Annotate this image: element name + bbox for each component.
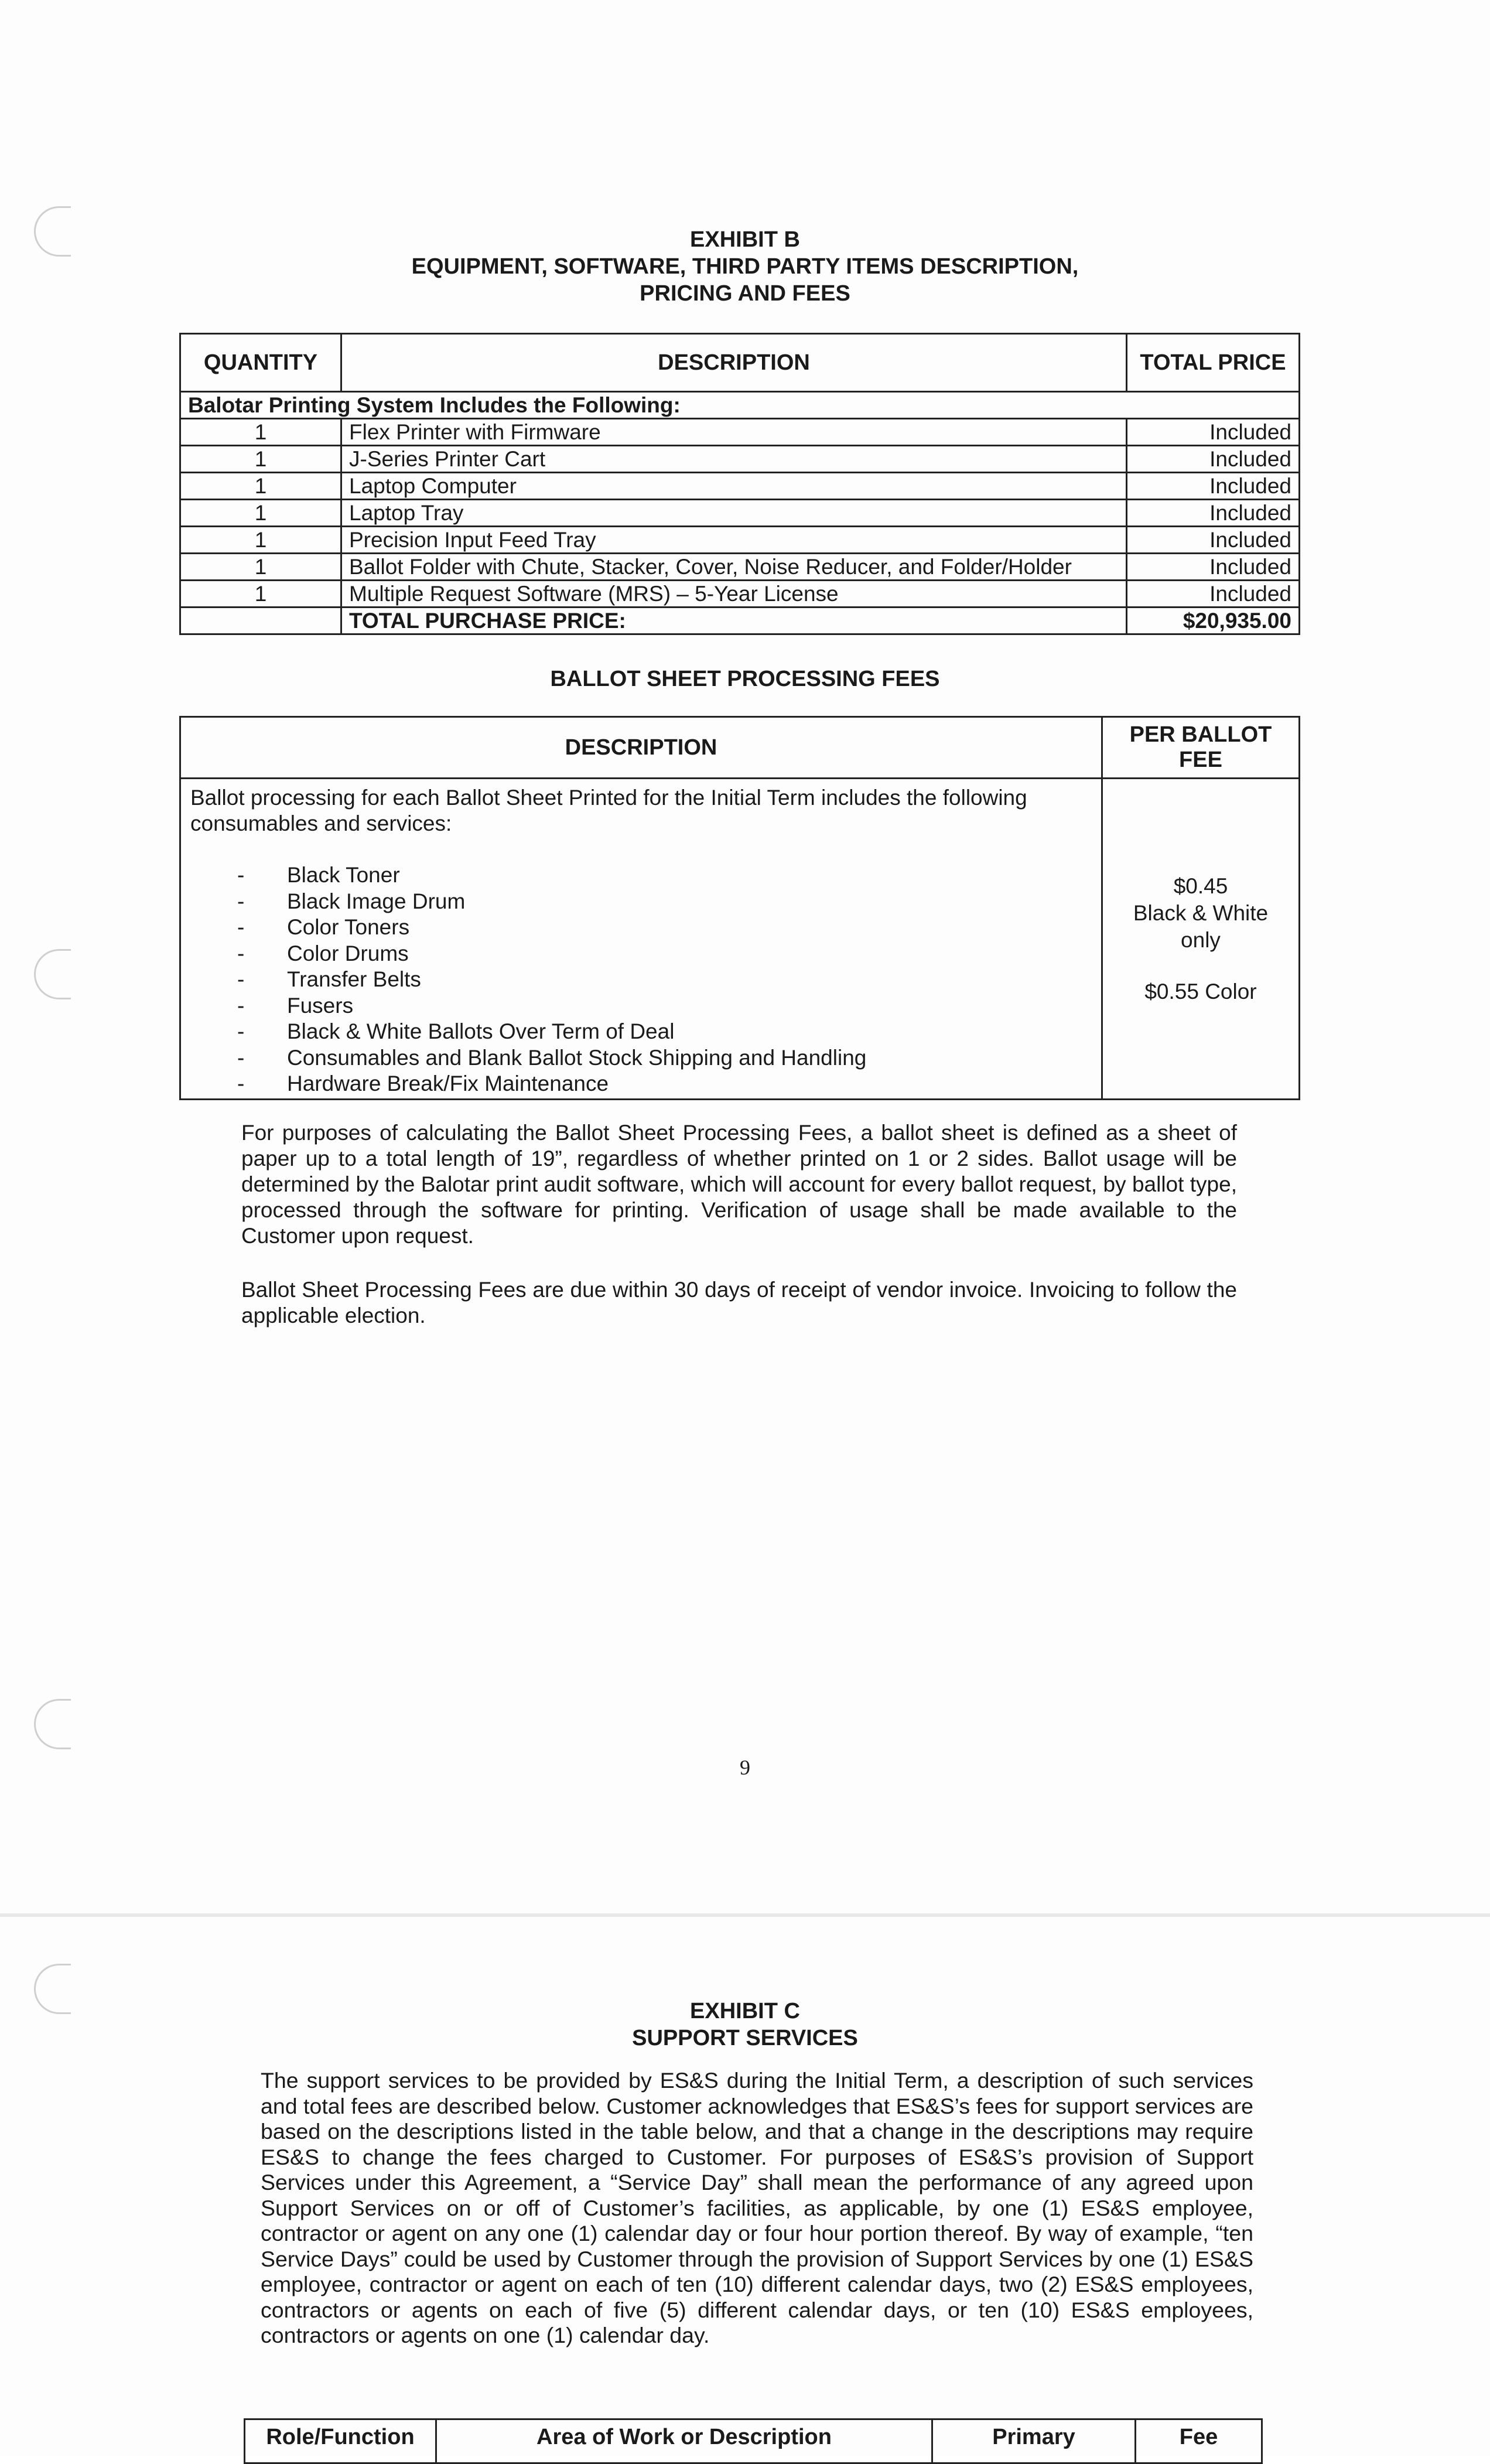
col-role-function-header: Role/Function	[245, 2419, 436, 2463]
col-per-ballot-fee-header: PER BALLOT FEE	[1102, 717, 1300, 779]
binder-hole-mark	[34, 1699, 71, 1749]
page-number: 9	[740, 1756, 750, 1779]
processing-fees-table	[179, 716, 1300, 1100]
group-label: Balotar Printing System Includes the Following:	[180, 392, 1300, 419]
processing-description-cell	[180, 779, 1102, 1100]
processing-fee-cell	[1102, 779, 1300, 1100]
row-price: Included	[1127, 500, 1300, 527]
fees-due-paragraph: Ballot Sheet Processing Fees are due within 30 days of receipt of vendor invoice. Invoicing to follow the applicable election.	[241, 1278, 1237, 1327]
table-row	[180, 554, 1300, 581]
binder-hole-mark	[34, 949, 71, 999]
fee-bw-label: Black & White	[1133, 901, 1269, 925]
row-description: Ballot Folder with Chute, Stacker, Cover, Noise Reducer, and Folder/Holder	[341, 554, 1127, 581]
row-description: J-Series Printer Cart	[341, 446, 1127, 473]
total-value: $20,935.00	[1127, 608, 1300, 634]
row-quantity: 1	[180, 554, 341, 581]
list-item: - Black Image Drum	[190, 889, 1092, 915]
fee-bw-label-only: only	[1181, 928, 1221, 952]
exhibit-b-subtitle-1: EQUIPMENT, SOFTWARE, THIRD PARTY ITEMS DESCRIPTION,	[411, 254, 1079, 279]
exhibit-c-subtitle: SUPPORT SERVICES	[632, 2026, 858, 2050]
list-item: - Black & White Ballots Over Term of Deal	[190, 1019, 1092, 1045]
row-price: Included	[1127, 554, 1300, 581]
row-price: Included	[1127, 419, 1300, 446]
exhibit-b-title: EXHIBIT B	[690, 227, 800, 252]
table-row	[180, 419, 1300, 446]
total-row	[180, 608, 1300, 634]
row-description: Multiple Request Software (MRS) – 5-Year License	[341, 581, 1127, 608]
ballot-sheet-definition-paragraph: For purposes of calculating the Ballot Sheet Processing Fees, a ballot sheet is defined as a sheet of paper up to a total length of 19”, regardless of whether printed on 1 or 2 sides. Ballot usage will be determined by the Balotar print audit software, which will account for every ballot request, by ballot type, processed through the software for printing. Verification of usage shall be made available to the Customer upon request.	[241, 1121, 1237, 1248]
list-item: - Black Toner	[190, 862, 1092, 889]
table-row	[180, 527, 1300, 554]
row-quantity: 1	[180, 527, 341, 554]
col-fee-header: Fee	[1136, 2419, 1262, 2463]
row-quantity: 1	[180, 473, 341, 500]
processing-fees-heading: BALLOT SHEET PROCESSING FEES	[550, 667, 940, 691]
list-item: - Color Toners	[190, 914, 1092, 941]
exhibit-b-subtitle-2: PRICING AND FEES	[640, 281, 850, 306]
row-description: Laptop Tray	[341, 500, 1127, 527]
processing-table-row	[180, 779, 1300, 1100]
support-table-header-row	[245, 2419, 1262, 2463]
col-total-price-header: TOTAL PRICE	[1127, 334, 1300, 392]
row-quantity: 1	[180, 446, 341, 473]
list-item: - Hardware Break/Fix Maintenance	[190, 1071, 1092, 1097]
processing-intro: Ballot processing for each Ballot Sheet Printed for the Initial Term includes the following consumables and services:	[190, 786, 1027, 835]
row-quantity: 1	[180, 419, 341, 446]
col-primary-header: Primary	[932, 2419, 1136, 2463]
row-description: Laptop Computer	[341, 473, 1127, 500]
col-description-header: DESCRIPTION	[180, 717, 1102, 779]
consumables-list	[190, 862, 1092, 1097]
equipment-table-header-row	[180, 334, 1300, 392]
exhibit-c-title: EXHIBIT C	[690, 1999, 800, 2023]
row-quantity: 1	[180, 581, 341, 608]
row-description: Precision Input Feed Tray	[341, 527, 1127, 554]
table-row	[180, 446, 1300, 473]
col-quantity-header: QUANTITY	[180, 334, 341, 392]
support-services-paragraph: The support services to be provided by ES&S during the Initial Term, a description of such services and total fees are described below. Customer acknowledges that ES&S’s fees for support services are based on the descriptions listed in the table below, and that a change in the descriptions may require ES&S to change the fees charged to Customer. For purposes of ES&S’s provision of Support Services under this Agreement, a “Service Day” shall mean the performance of any agreed upon Support Services on or off of Customer’s facilities, as applicable, by one (1) ES&S employee, contractor or agent on any one (1) calendar day or four hour portion thereof. By way of example, “ten Service Days” could be used by Customer through the provision of Support Services by one (1) ES&S employee, contractor or agent on each of ten (10) different calendar days, two (2) ES&S employees, contractors or agents on each of five (5) different calendar days, or ten (10) ES&S employees, contractors or agents on one (1) calendar day.	[261, 2068, 1253, 2347]
row-description: Flex Printer with Firmware	[341, 419, 1127, 446]
fee-color: $0.55 Color	[1144, 980, 1257, 1004]
row-price: Included	[1127, 473, 1300, 500]
list-item: - Fusers	[190, 993, 1092, 1019]
list-item: - Color Drums	[190, 941, 1092, 967]
list-item: - Consumables and Blank Ballot Stock Shipping and Handling	[190, 1045, 1092, 1071]
table-row	[180, 473, 1300, 500]
row-quantity: 1	[180, 500, 341, 527]
row-price: Included	[1127, 581, 1300, 608]
row-price: Included	[1127, 527, 1300, 554]
group-row	[180, 392, 1300, 419]
table-row	[180, 581, 1300, 608]
row-price: Included	[1127, 446, 1300, 473]
col-description-header: DESCRIPTION	[341, 334, 1127, 392]
table-row	[180, 500, 1300, 527]
support-services-table	[244, 2418, 1263, 2464]
equipment-table	[179, 333, 1300, 635]
list-item: - Transfer Belts	[190, 967, 1092, 993]
processing-table-header-row	[180, 717, 1300, 779]
col-area-of-work-header: Area of Work or Description	[436, 2419, 932, 2463]
total-quantity-cell	[180, 608, 341, 634]
total-label: TOTAL PURCHASE PRICE:	[341, 608, 1127, 634]
fee-bw-amount: $0.45	[1173, 874, 1228, 898]
